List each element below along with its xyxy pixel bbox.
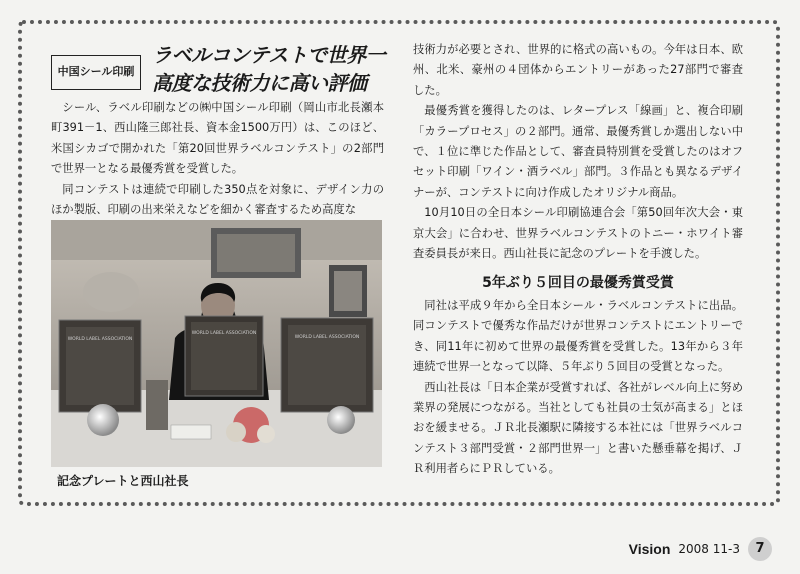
article-photo (51, 220, 382, 467)
page-number: 7 (748, 537, 772, 561)
plaque-heading-right: WORLD LABEL ASSOCIATION (294, 335, 360, 340)
magazine-brand: Vision (628, 541, 671, 557)
right-paragraph-5: 西山社長は「日本企業が受賞すれば、各社がレベル向上に努め業界の発展につながる。当社としても社員の士気が高まる」とほおを緩ませる。ＪＲ北長瀬駅に隣接する本社には「世界ラベルコンテスト３部門受賞・２部門世界一」と書いた懸垂幕を掲げ、ＪＲ利用者らにＰＲしている。 (413, 380, 743, 476)
section-subheading: 5年ぶり５回目の最優秀賞受賞 (482, 275, 674, 291)
left-paragraph-2: 同コンテストは連続で印刷した350点を対象に、デザイン力のほか製版、印刷の出来栄えなどを細かく審査するため高度な (51, 182, 384, 217)
right-paragraph-4: 同社は平成９年から全日本シール・ラベルコンテストに出品。同コンテストで優秀な作品だけが世界コンテストにエントリーでき、同11年に初めて世界の最優秀賞を受賞した。13年から３年連続で世界一となって以降、５年ぶり５回目の受賞となった。 (413, 299, 743, 374)
title-line-2: 高度な技術力に高い評価 (152, 71, 367, 95)
photo-illustration (51, 220, 382, 467)
plaque-heading-left: WORLD LABEL ASSOCIATION (67, 337, 133, 342)
issue-number: 2008 11-3 (678, 542, 740, 556)
title-line-1: ラベルコンテストで世界一 (152, 43, 386, 67)
photo-caption: 記念プレートと西山社長 (57, 474, 189, 488)
right-paragraph-1: 技術力が必要とされ、世界的に格式の高いもの。今年は日本、欧州、北米、豪州の４団体からエントリーがあった27部門で審査した。 (413, 43, 743, 97)
left-paragraph-1: シール、ラベル印刷などの㈱中国シール印刷（岡山市北長瀬本町391－1、西山隆三郎社長、資本金1500万円）は、このほど、米国シカゴで開かれた「第20回世界ラベルコンテスト」の2部門で世界一となる最優秀賞を受賞した。 (51, 101, 384, 176)
right-column-top (413, 40, 743, 264)
company-tag: 中国シール印刷 (51, 55, 141, 90)
page-footer (629, 536, 772, 562)
left-column (51, 98, 384, 220)
right-column-bottom (413, 296, 743, 480)
right-paragraph-3: 10月10日の全日本シール印刷協連合会「第50回年次大会・東京大会」に合わせ、世界ラベルコンテストのトニー・ホワイト審査委員長が来日。西山社長に記念のプレートを手渡した。 (413, 206, 743, 261)
article-title (152, 41, 392, 97)
right-paragraph-2: 最優秀賞を獲得したのは、レタープレス「線画」と、複合印刷「カラープロセス」の２部門。通常、最優秀賞しか選出しない中で、１位に準じた作品として、審査員特別賞を受賞したのはオフセット印刷「ワイン・酒ラベル」部門。３作品とも異なるデザイナーが、コンテストに向け作成したオリジナル商品。 (413, 104, 743, 199)
plaque-heading-center: WORLD LABEL ASSOCIATION (191, 331, 257, 336)
